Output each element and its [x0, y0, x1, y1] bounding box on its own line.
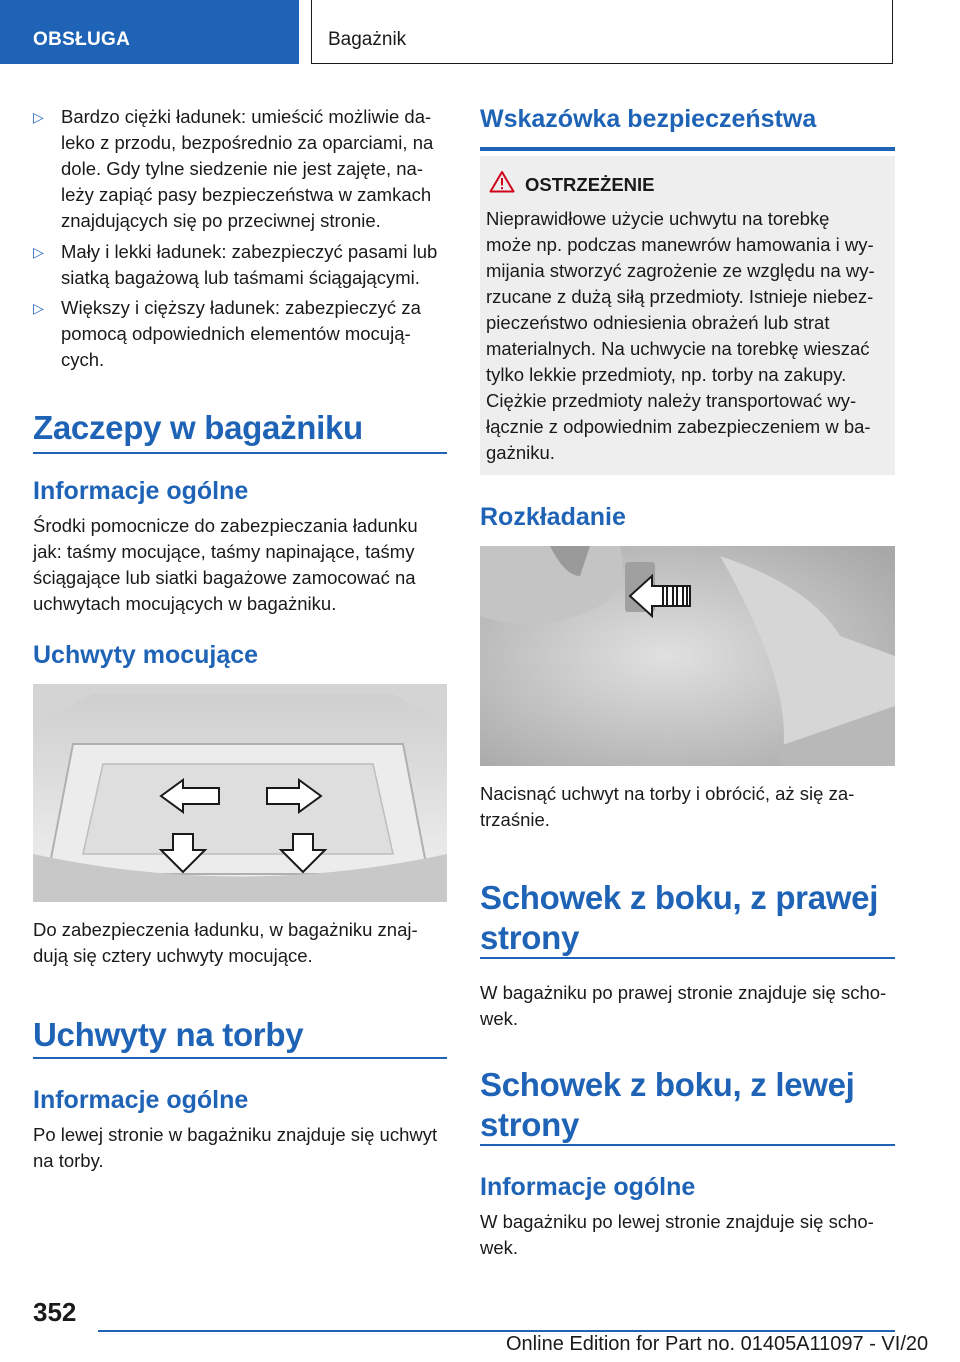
text-line: strony: [480, 1106, 580, 1143]
heading-uchwyty-mocujace: Uchwyty mocujące: [33, 641, 259, 669]
text-line: Środki pomocnicze do zabezpieczania ładunku: [33, 515, 418, 536]
text-line: łącznie z odpowiednim zabezpieczeniem w ba-: [486, 416, 871, 437]
text-line: siatką bagażową lub taśmami ściągającymi.: [61, 267, 420, 288]
heading-informacje-ogolne: Informacje ogólne: [480, 1173, 696, 1201]
text-line: Ciężkie przedmioty należy transportować wy-: [486, 390, 857, 411]
warning-rule: [480, 147, 895, 151]
bullet-triangle-icon: ▷: [33, 109, 44, 125]
text-line: W bagażniku po prawej stronie znajduje się scho-: [480, 982, 887, 1003]
bullet-triangle-icon: ▷: [33, 244, 44, 260]
heading-wskazowka-bezpieczenstwa: Wskazówka bezpieczeństwa: [480, 105, 817, 133]
text-line: dują się cztery uchwyty mocujące.: [33, 945, 313, 966]
text-line: materialnych. Na uchwycie na torebkę wieszać: [486, 338, 870, 359]
page-number: 352: [33, 1297, 77, 1327]
text-line: tylko lekkie przedmioty, np. torby na zakupy.: [486, 364, 847, 385]
text-line: rzucane z dużą siłą przedmioty. Istnieje niebez-: [486, 286, 874, 307]
text-line: Nieprawidłowe użycie uchwytu na torebkę: [486, 208, 830, 229]
heading-zaczepy: Zaczepy w bagażniku: [33, 409, 363, 446]
section-tab: [0, 0, 299, 64]
text-line: ściągające lub siatki bagażowe zamocować na: [33, 567, 416, 588]
heading-informacje-ogolne: Informacje ogólne: [33, 1086, 249, 1114]
text-line: Nacisnąć uchwyt na torby i obrócić, aż się za-: [480, 783, 855, 804]
warning-triangle-icon: [489, 170, 515, 198]
text-line: W bagażniku po lewej stronie znajduje się scho-: [480, 1211, 874, 1232]
text-line: cych.: [61, 349, 105, 370]
text-line: leko z przodu, bezpośrednio za oparciami, na: [61, 132, 434, 153]
text-line: uchwytach mocujących w bagażniku.: [33, 593, 337, 614]
bullet-triangle-icon: ▷: [33, 300, 44, 316]
heading-rule: [480, 1144, 895, 1146]
text-line: Schowek z boku, z prawej: [480, 879, 879, 916]
text-line: wek.: [480, 1237, 519, 1258]
text-line: Bardzo ciężki ładunek: umieścić możliwie da-: [61, 106, 432, 127]
text-line: gażniku.: [486, 442, 555, 463]
heading-rule: [33, 1057, 447, 1059]
text-line: Większy i cięższy ładunek: zabezpieczyć za: [61, 297, 421, 318]
text-line: na torby.: [33, 1150, 104, 1171]
paragraph: [33, 1122, 451, 1174]
text-line: pomocą odpowiednich elementów mocują-: [61, 323, 411, 344]
chapter-title: Bagażnik: [328, 29, 407, 50]
trunk-lashing-eyes-image: [33, 684, 447, 902]
paragraph: [480, 1209, 900, 1261]
text-line: pieczeństwo odniesienia obrażeń lub strat: [486, 312, 830, 333]
text-line: jak: taśmy mocujące, taśmy napinające, taśmy: [33, 541, 415, 562]
text-line: Po lewej stronie w bagażniku znajduje się uchwyt: [33, 1124, 438, 1145]
warning-title: OSTRZEŻENIE: [525, 174, 655, 195]
text-line: znajdujących się po przeciwnej stronie.: [61, 210, 381, 231]
paragraph: [33, 513, 447, 617]
section-title: OBSŁUGA: [33, 29, 131, 50]
warning-text: [486, 206, 891, 466]
heading-rule: [33, 452, 447, 454]
text-line: trzaśnie.: [480, 809, 550, 830]
heading-schowek-lewa: [480, 1065, 855, 1145]
footer-edition: Online Edition for Part no. 01405A11097 - VI/20: [506, 1333, 929, 1355]
text-line: Do zabezpieczenia ładunku, w bagażniku znaj-: [33, 919, 418, 940]
heading-rozkladanie: Rozkładanie: [480, 503, 626, 531]
heading-uchwyty-na-torby: Uchwyty na torby: [33, 1016, 304, 1053]
chapter-box: [311, 0, 893, 64]
text-line: Mały i lekki ładunek: zabezpieczyć pasami lub: [61, 241, 438, 262]
bag-hook-image: [480, 546, 895, 766]
paragraph: [480, 781, 895, 833]
paragraph: [33, 917, 447, 969]
footer-rule: [98, 1330, 895, 1332]
text-line: mijania stworzyć zagrożenie ze względu na wy-: [486, 260, 875, 281]
text-line: leży zapiąć pasy bezpieczeństwa w zamkach: [61, 184, 432, 205]
text-line: Schowek z boku, z lewej: [480, 1066, 855, 1103]
heading-rule: [480, 957, 895, 959]
heading-informacje-ogolne: Informacje ogólne: [33, 477, 249, 505]
text-line: strony: [480, 919, 580, 956]
text-line: dole. Gdy tylne siedzenie nie jest zajęte, na-: [61, 158, 423, 179]
paragraph: [480, 980, 900, 1032]
text-line: może np. podczas manewrów hamowania i wy-: [486, 234, 874, 255]
heading-schowek-prawa: [480, 878, 878, 958]
text-line: wek.: [480, 1008, 519, 1029]
